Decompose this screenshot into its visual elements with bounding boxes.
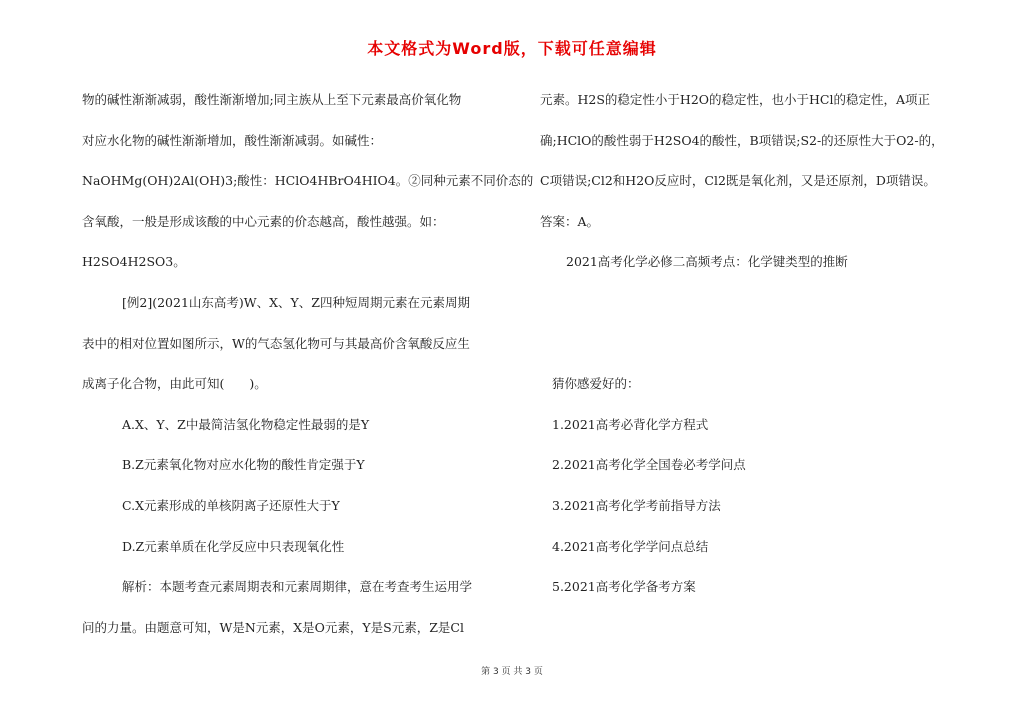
spacer <box>540 283 960 324</box>
recommend-title: 猜你感爱好的： <box>552 376 640 392</box>
recommend-link[interactable]: 5.2021高考化学备考方案 <box>552 579 696 595</box>
recommend-link[interactable]: 3.2021高考化学考前指导方法 <box>552 497 721 513</box>
recommend-link[interactable]: 2.2021高考化学全国卷必考学问点 <box>552 457 746 473</box>
option-d: D.Z元素单质在化学反应中只表现氧化性 <box>122 538 345 554</box>
section-heading: 2021高考化学必修二高频考点：化学键类型的推断 <box>566 254 848 270</box>
recommend-link[interactable]: 1.2021高考必背化学方程式 <box>552 416 709 432</box>
paragraph-line: 物的碱性渐渐减弱，酸性渐渐增加;同主族从上至下元素最高价氧化物 <box>82 92 462 107</box>
paragraph-line: H2SO4H2SO3。 <box>82 254 186 270</box>
spacer <box>540 324 960 365</box>
left-column <box>82 80 534 648</box>
recommend-link[interactable]: 4.2021高考化学学问点总结 <box>552 538 709 554</box>
paragraph-line: 表中的相对位置如图所示，W的气态氢化物可与其最高价含氧酸反应生 <box>82 335 470 351</box>
paragraph-line: 确;HClO的酸性弱于H2SO4的酸性，B项错误;S2-的还原性大于O2-的， <box>540 132 944 148</box>
option-a: A.X、Y、Z中最简洁氢化物稳定性最弱的是Y <box>122 416 370 432</box>
answer-line: 答案：A。 <box>540 213 600 229</box>
right-column <box>540 80 960 608</box>
paragraph-line: 成离子化合物，由此可知( )。 <box>82 376 267 392</box>
paragraph-line: 含氧酸，一般是形成该酸的中心元素的价态越高，酸性越强。如： <box>82 213 445 229</box>
paragraph-line: 问的力量。由题意可知，W是N元素，X是O元素，Y是S元素，Z是Cl <box>82 619 464 635</box>
document-header: 本文格式为Word版，下载可任意编辑 <box>367 39 657 58</box>
option-c: C.X元素形成的单核阴离子还原性大于Y <box>122 497 340 513</box>
paragraph-line: 对应水化物的碱性渐渐增加，酸性渐渐减弱。如碱性： <box>82 132 383 148</box>
example-question: [例2](2021山东高考)W、X、Y、Z四种短周期元素在元素周期 <box>122 294 470 310</box>
paragraph-line: C项错误;Cl2和H2O反应时，Cl2既是氧化剂，又是还原剂，D项错误。 <box>540 173 936 189</box>
paragraph-line: NaOHMg(OH)2Al(OH)3;酸性：HClO4HBrO4HIO4。②同种元素不同价态的 <box>82 173 534 189</box>
page-number: 第 3 页 共 3 页 <box>481 667 543 677</box>
paragraph-line: 元素。H2S的稳定性小于H2O的稳定性，也小于HCl的稳定性，A项正 <box>540 92 931 107</box>
analysis-line: 解析：本题考查元素周期表和元素周期律，意在考查考生运用学 <box>122 579 473 595</box>
option-b: B.Z元素氧化物对应水化物的酸性肯定强于Y <box>122 457 365 473</box>
